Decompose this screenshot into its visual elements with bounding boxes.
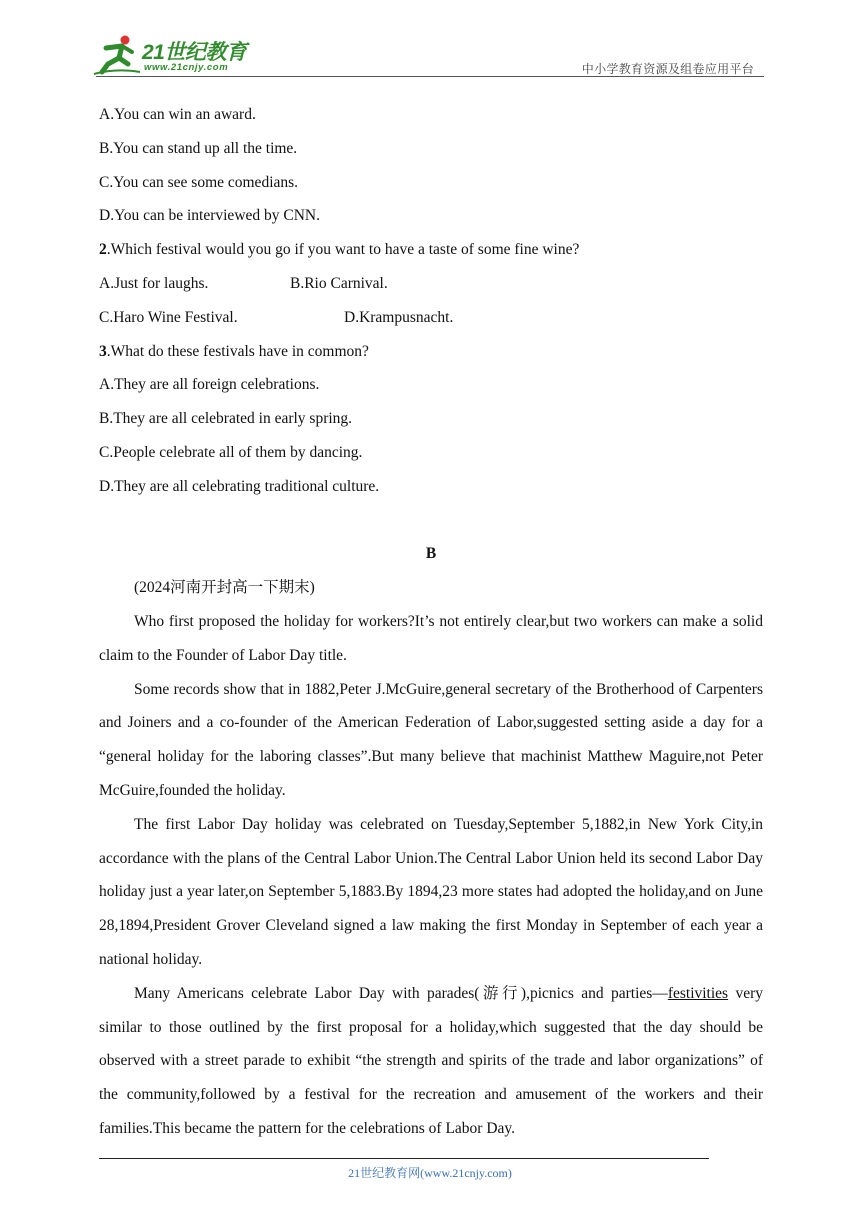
q3-option-d: D.They are all celebrating traditional culture. (99, 477, 380, 495)
q2-number: 2 (99, 241, 107, 259)
underlined-word: festivities (667, 984, 729, 1002)
q2-stem (99, 233, 763, 267)
q2-option-d: D.Krampusnacht. (344, 308, 454, 326)
q3-option-c: C.People celebrate all of them by dancing. (99, 443, 363, 461)
q3-stem (99, 335, 763, 369)
passage-paragraph-3: The first Labor Day holiday was celebrated on Tuesday,September 5,1882,in New York City,in accordance with the plans of the Central Labor Union.The Central Labor Union held its second Labor Day holiday just a year later,on September 5,1883.By 1894,23 more states had adopted the holiday,and on June 28,1894,President Grover Cleveland signed a law making the first Monday in September of each year a national holiday. (99, 815, 763, 968)
p4-text-end: very similar to those outlined by the first proposal for a holiday,which suggested that the day should be observed with a street parade to exhibit “the strength and spirits of the trade and labor organizations” of the community,followed by a festival for the recreation and amusement of the workers and their families.This became the pattern for the celebrations of Labor Day. (99, 984, 764, 1137)
passage-source: (2024河南开封高一下期末) (134, 579, 315, 597)
q3-number: 3 (99, 342, 107, 360)
section-title: B (425, 545, 437, 563)
q2-options-row-1 (99, 267, 763, 301)
p4-text-start: Many Americans celebrate Labor Day with parades(游行),picnics and parties— (134, 984, 668, 1002)
q3-option-b: B.They are all celebrated in early spring. (99, 410, 353, 428)
q2-options-row-2 (99, 301, 763, 335)
passage-paragraph-4 (99, 977, 763, 1146)
q2-option-c: C.Haro Wine Festival. (99, 308, 238, 326)
page-header (0, 0, 860, 80)
passage-paragraph-2: Some records show that in 1882,Peter J.McGuire,general secretary of the Brotherhood of Carpenters and Joiners and a co-founder of the American Federation of Labor,suggested setting aside a day for a “general holiday for the laboring classes”.But many believe that machinist Matthew Maguire,not Peter McGuire,founded the holiday. (99, 680, 763, 799)
q1-option-c: C.You can see some comedians. (99, 173, 299, 191)
q3-option-a: A.They are all foreign celebrations. (99, 376, 320, 394)
footer-divider (99, 1158, 709, 1159)
q1-option-a: A.You can win an award. (99, 106, 256, 123)
q3-stem-text: .What do these festivals have in common? (106, 342, 369, 360)
q1-option-b: B.You can stand up all the time. (99, 139, 298, 157)
passage-paragraph-1: Who first proposed the holiday for workers?It’s not entirely clear,but two workers can make a solid claim to the Founder of Labor Day title. (99, 612, 763, 664)
section-spacer (99, 504, 763, 538)
logo-url: www.21cnjy.com (144, 62, 229, 73)
footer-link[interactable]: 21世纪教育网(www.21cnjy.com) (348, 1166, 512, 1180)
q2-stem-text: .Which festival would you go if you want to have a taste of some fine wine? (106, 241, 580, 259)
header-divider (96, 76, 764, 77)
logo-text: 21世纪教育 (142, 41, 247, 64)
site-logo[interactable] (92, 34, 262, 78)
document-body (99, 98, 763, 1146)
q1-option-d: D.You can be interviewed by CNN. (99, 207, 320, 225)
q2-option-b: B.Rio Carnival. (290, 274, 388, 292)
runner-logo-icon (92, 34, 142, 76)
q2-option-a: A.Just for laughs. (99, 274, 209, 292)
platform-title: 中小学教育资源及组卷应用平台 (581, 62, 754, 76)
